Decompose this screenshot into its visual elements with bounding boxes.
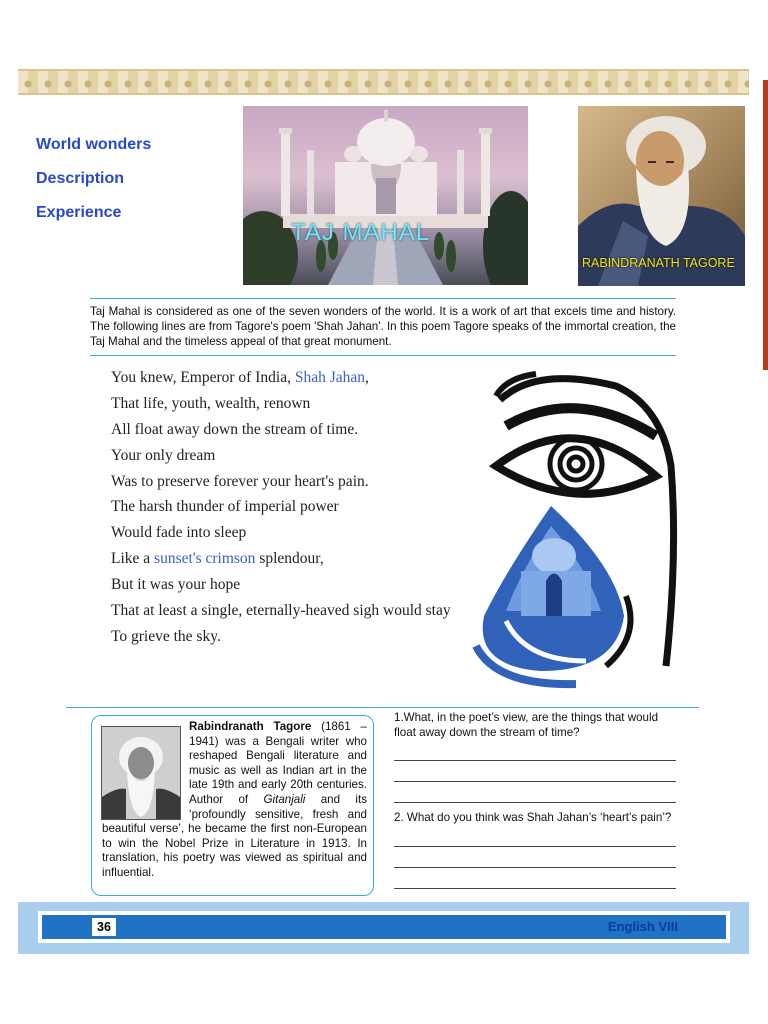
poem-line bbox=[111, 546, 481, 572]
poem-line-text: The harsh thunder of imperial power bbox=[111, 498, 339, 516]
bio-text-part-2: and its ‘profoundly sensitive, fresh and beautiful verse’, he became the first non-European to win the Nobel Prize in Literature in 1913. In translation, his poetry was viewed as spiritual and influential. bbox=[102, 792, 367, 879]
book-title-gitanjali: Gitanjali bbox=[263, 792, 306, 806]
eye-teardrop-illustration bbox=[466, 366, 686, 696]
page-number: 36 bbox=[92, 918, 116, 936]
taj-mahal-caption: TAJ MAHAL bbox=[291, 219, 431, 246]
intro-box bbox=[90, 298, 676, 356]
answer-line-q2-2[interactable] bbox=[394, 847, 676, 868]
decorative-top-border bbox=[18, 69, 749, 95]
label-experience: Experience bbox=[36, 204, 122, 221]
answer-line-q1-3[interactable] bbox=[394, 782, 676, 803]
tagore-small-portrait-illustration bbox=[102, 727, 180, 819]
label-description: Description bbox=[36, 170, 125, 187]
poem-line-text: You knew, Emperor of India, bbox=[111, 369, 295, 386]
poem-line-text-end: splendour, bbox=[255, 550, 324, 568]
taj-mahal-photo bbox=[243, 106, 528, 285]
section-divider bbox=[66, 707, 699, 708]
author-bio-box bbox=[91, 715, 374, 896]
book-title: English VIII bbox=[607, 919, 678, 934]
question-2: 2. What do you think was Shah Jahan’s ‘heart’s pain’? bbox=[394, 811, 672, 825]
questions-section bbox=[394, 711, 676, 910]
poem-line bbox=[111, 520, 481, 546]
poem-line bbox=[111, 365, 481, 391]
poem-line-text: Was to preserve forever your heart's pain. bbox=[111, 472, 369, 490]
answer-line-q1-1[interactable] bbox=[394, 740, 676, 761]
answer-line-q2-1[interactable] bbox=[394, 826, 676, 847]
poem-line bbox=[111, 572, 481, 598]
poem-line bbox=[111, 494, 481, 520]
poem-highlight: Shah Jahan bbox=[294, 369, 365, 386]
poem-line bbox=[111, 624, 481, 650]
poem-line-text: That at least a single, eternally-heaved sigh would stay bbox=[111, 602, 451, 620]
tagore-portrait bbox=[578, 106, 745, 286]
poem-line-text-end: , bbox=[365, 369, 369, 386]
bio-text-part-1: (1861 – 1941) was a Bengali writer who reshaped Bengali literature and music as well as Indian art in the late 19th and early 20th centuries. Author of bbox=[189, 720, 368, 806]
label-world-wonders: World wonders bbox=[36, 136, 152, 153]
answer-line-q2-3[interactable] bbox=[394, 868, 676, 889]
poem-line bbox=[111, 469, 481, 495]
poem-line-text: To grieve the sky. bbox=[111, 627, 221, 645]
tagore-small-portrait bbox=[101, 726, 181, 820]
poem-line bbox=[111, 598, 481, 624]
taj-mahal-illustration bbox=[243, 106, 528, 285]
poem-line bbox=[111, 443, 481, 469]
poem-line bbox=[111, 417, 481, 443]
tagore-caption: RABINDRANATH TAGORE bbox=[582, 256, 735, 270]
decorative-right-edge bbox=[763, 80, 768, 370]
poem-line bbox=[111, 391, 481, 417]
poem bbox=[111, 365, 481, 650]
poem-highlight: sunset's crimson bbox=[154, 550, 256, 568]
poem-line-text: Like a bbox=[111, 550, 155, 568]
poem-line-text: That life, youth, wealth, renown bbox=[111, 394, 311, 412]
poem-line-text: Your only dream bbox=[111, 446, 216, 464]
author-name: Rabindranath Tagore bbox=[189, 720, 312, 733]
question-1: 1.What, in the poet’s view, are the things that would float away down the stream of time? bbox=[394, 711, 659, 739]
answer-line-q1-2[interactable] bbox=[394, 761, 676, 782]
intro-text: Taj Mahal is considered as one of the seven wonders of the world. It is a work of art that excels time and history. The following lines are from Tagore's poem 'Shah Jahan'. In this poem Tagore speaks of the immortal creation, the Taj Mahal and the timeless appeal of that great monument. bbox=[90, 305, 676, 348]
poem-line-text: All float away down the stream of time. bbox=[111, 420, 359, 438]
poem-line-text: But it was your hope bbox=[111, 576, 241, 594]
poem-line-text: Would fade into sleep bbox=[111, 524, 247, 542]
